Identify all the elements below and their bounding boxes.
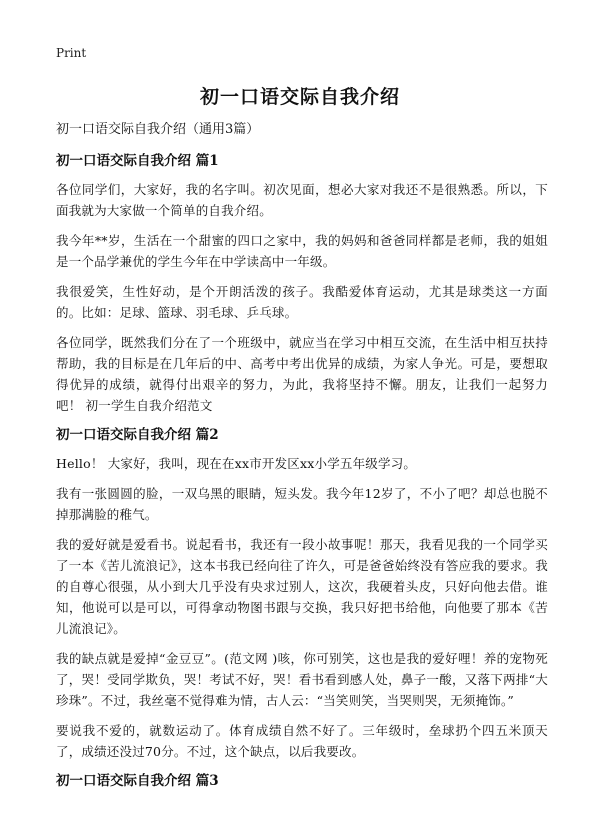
- section-heading: 初一口语交际自我介绍 篇2: [56, 427, 219, 443]
- paragraph: 我有一张圆圆的脸，一双乌黑的眼睛，短头发。我今年12岁了，不小了吧？却总也脱不掉那满脸的稚气。: [56, 486, 548, 522]
- document-body: [56, 120, 548, 799]
- paragraph: 我的爱好就是爱看书。说起看书，我还有一段小故事呢！那天，我看见我的一个同学买了一本《苦儿流浪记》，这本书我已经向往了许久，可是爸爸始终没有答应我的要求。我的自尊心很强，从小到大几乎没有央求过别人，这次，我硬着头皮，只好向他去借。谁知，他说可以是可以，可得拿动物图书跟与交换，我只好把书给他，向他要了那本《苦儿流浪记》。: [56, 537, 548, 636]
- intro-line: 初一口语交际自我介绍（通用3篇）: [56, 122, 260, 137]
- paragraph: 我很爱笑，生性好动，是个开朗活泼的孩子。我酷爱体育运动，尤其是球类这一方面的。比如：足球、篮球、羽毛球、乒乓球。: [56, 284, 548, 320]
- document-title: 初一口语交际自我介绍: [199, 86, 400, 108]
- paragraph: 各位同学们，大家好，我的名字叫。初次见面，想必大家对我还不是很熟悉。所以，下面我就为大家做一个简单的自我介绍。: [56, 182, 548, 218]
- paragraph: 我的缺点就是爱掉“金豆豆”。(范文网 )咳，你可别笑，这也是我的爱好哩！养的宠物死了，哭！受同学欺负，哭！考试不好，哭！看书看到感人处，鼻子一酸，又落下两排“大珍珠”。不过，我丝毫不觉得难为情，古人云：“当笑则笑，当哭则哭，无须掩饰。”: [56, 651, 548, 708]
- paragraph: 要说我不爱的，就数运动了。体育成绩自然不好了。三年级时，垒球扔个四五米顶天了，成绩还没过70分。不过，这个缺点，以后我要改。: [56, 723, 548, 759]
- print-label: Print: [56, 46, 87, 60]
- paragraph: 我今年**岁，生活在一个甜蜜的四口之家中，我的妈妈和爸爸同样都是老师，我的姐姐是一个品学兼优的学生今年在中学读高中一年级。: [56, 233, 548, 269]
- section-heading: 初一口语交际自我介绍 篇3: [56, 773, 219, 789]
- paragraph: Hello！ 大家好，我叫，现在在xx市开发区xx小学五年级学习。: [56, 456, 417, 471]
- paragraph: 各位同学，既然我们分在了一个班级中，就应当在学习中相互交流，在生活中相互扶持帮助，我的目标是在几年后的中、高考中考出优异的成绩，为家人争光。可是，要想取得优异的成绩，就得付出艰辛的努力，为此，我将坚持不懈。朋友，让我们一起努力吧！ 初一学生自我介绍范文: [56, 335, 548, 413]
- section-heading: 初一口语交际自我介绍 篇1: [56, 153, 219, 169]
